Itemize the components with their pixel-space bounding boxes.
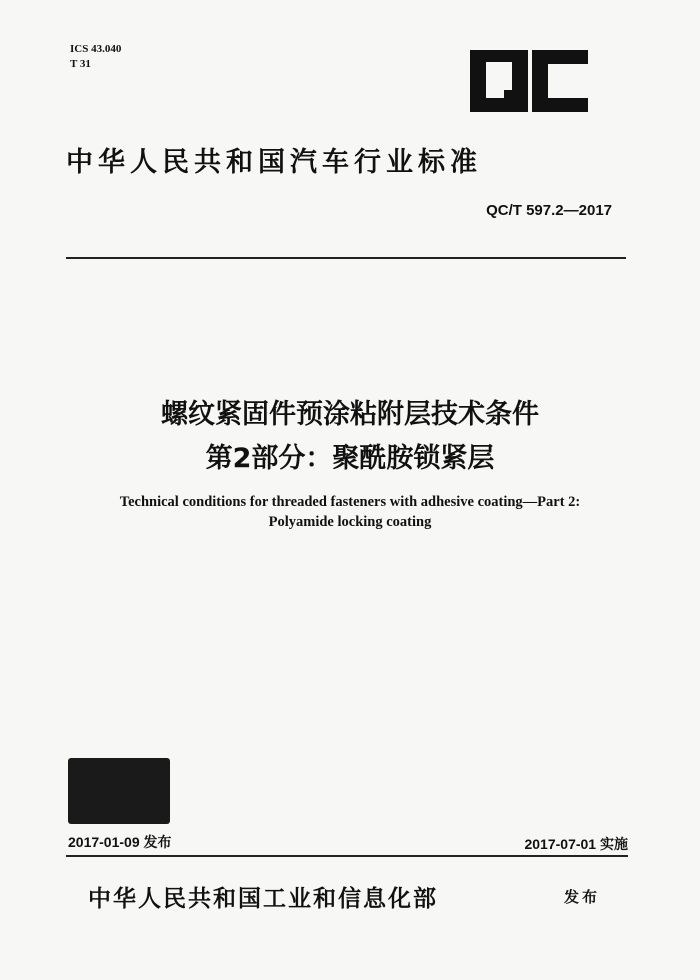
publish-label: 发布 <box>564 888 601 906</box>
effective-date: 2017-07-01 实施 <box>524 836 628 852</box>
issue-date: 2017-01-09 发布 <box>68 834 172 850</box>
ccs-code: T 31 <box>70 58 91 70</box>
title-en-line1: Technical conditions for threaded fasteners with adhesive coating—Part 2: <box>119 494 581 510</box>
issuing-ministry: 中华人民共和国工业和信息化部 <box>88 885 438 912</box>
standard-organization: 中华人民共和国汽车行业标准 <box>66 147 482 178</box>
title-cn-line1: 螺纹紧固件预涂粘附层技术条件 <box>161 399 539 430</box>
ics-code: ICS 43.040 <box>70 43 122 55</box>
standard-code: QC/T 597.2—2017 <box>486 202 612 219</box>
top-divider <box>66 257 626 259</box>
qc-logo-icon <box>470 50 588 112</box>
bottom-divider <box>66 855 628 857</box>
redacted-box <box>68 758 170 824</box>
title-en-line2: Polyamide locking coating <box>268 514 432 530</box>
classification-codes <box>70 42 121 72</box>
title-cn-line2: 第2部分：聚酰胺锁紧层 <box>205 443 495 474</box>
